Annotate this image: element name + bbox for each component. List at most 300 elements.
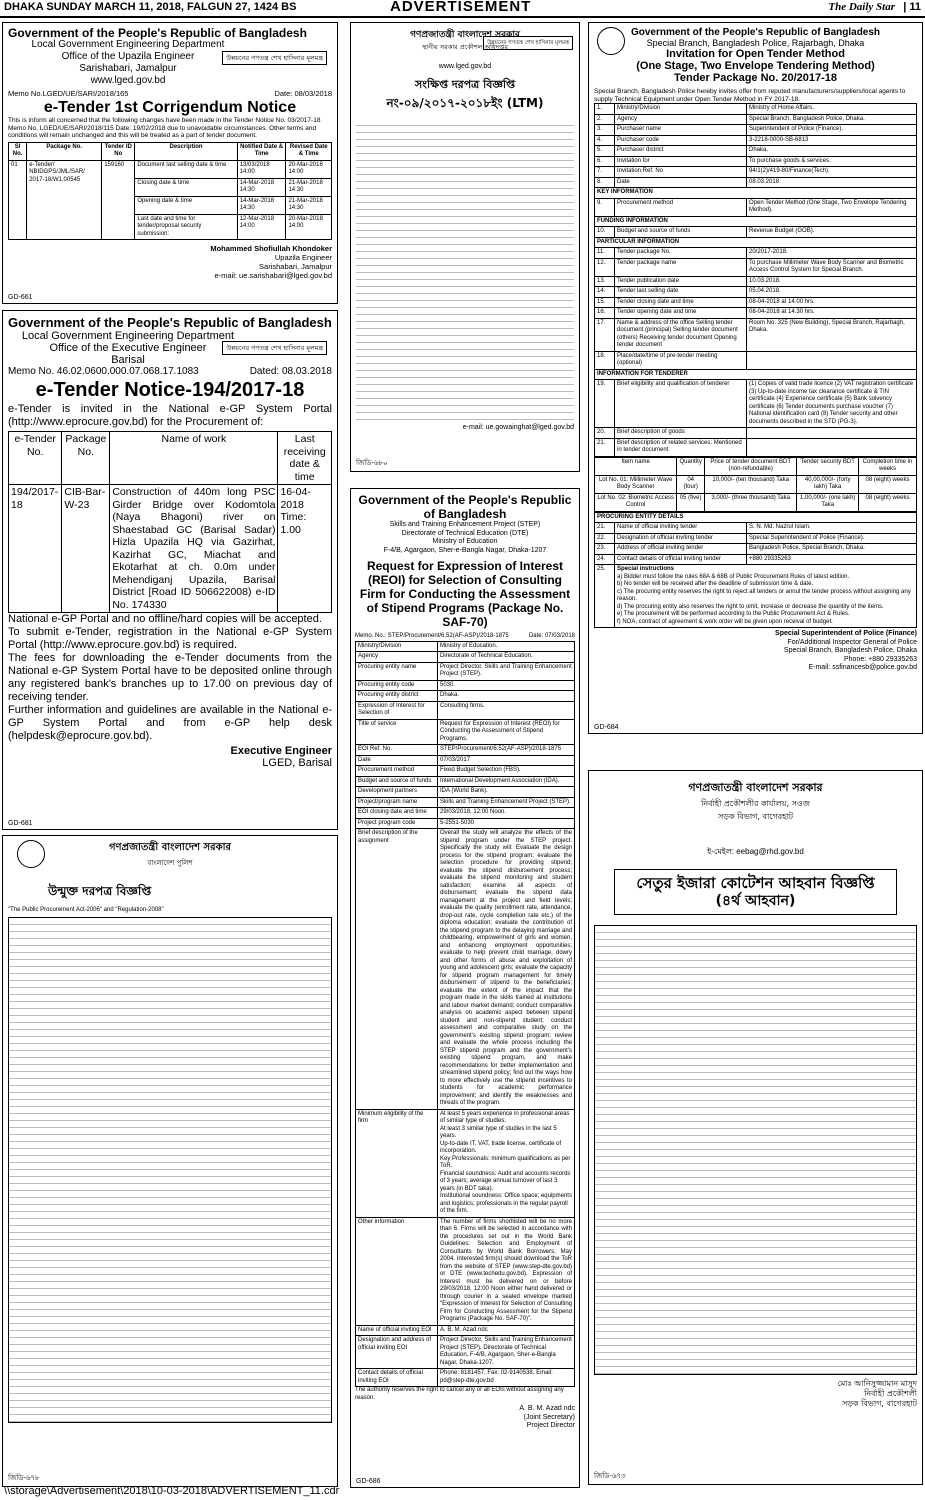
ad6-phone: Phone: +880 29335263 xyxy=(844,655,917,663)
table-row xyxy=(595,198,917,216)
ad5-rows-cell: EOI Ref. No. xyxy=(356,745,438,756)
ad6-rows-cell: Tender closing date and time xyxy=(615,297,747,308)
table-row xyxy=(356,662,575,680)
ad7-subheading: (৪র্থ আহবান) xyxy=(715,893,796,909)
ad6-entity_rows-cell: 21. xyxy=(595,523,615,534)
table-row xyxy=(595,380,917,428)
ad6-lot-cell: 1,00,000/- (one lakh) Taka xyxy=(797,493,859,511)
ad6-rows-cell: (1) Copies of valid trade licence (2) VAT registration certificate (3) Up-to-date income tax clearance certificate & TIN certificate (4) Experience certificate (5) Bank solvency certificate (6) Tender documents purchase voucher (7) National identification card (8) Tender security and other documents described in the STD (PG-3). xyxy=(747,380,917,428)
ad5-address: F-4/B, Agargaon, Sher-e-Bangla Nagar, Dhaka-1207 xyxy=(383,546,547,554)
ad2-signer: Executive Engineer xyxy=(230,745,332,757)
table-row xyxy=(356,652,575,663)
ad6-rows-section-heading: KEY INFORMATION xyxy=(595,188,917,199)
ad5-elig-label: Minimum eligibility of the firm xyxy=(356,1109,438,1217)
ad5-rows-cell: Title of service xyxy=(356,719,438,745)
ad1-place: Sarishabari, Jamalpur xyxy=(79,63,177,74)
ad5-assign-label: Brief description of the assignment xyxy=(356,829,438,1110)
ad6-rows-cell xyxy=(747,438,917,456)
ad1-website: www.lged.gov.bd xyxy=(90,75,166,86)
ad3-gov: গণপ্রজাতন্ত্রী বাংলাদেশ সরকার xyxy=(109,842,231,853)
masthead-section: ADVERTISEMENT xyxy=(390,0,532,15)
ad6-heading-2: (One Stage, Two Envelope Tendering Method) xyxy=(636,60,875,72)
ad6-lot-table xyxy=(594,457,917,512)
ad6-rows-cell: 20. xyxy=(595,428,615,439)
ad6-rows-cell: Brief description of related services: Mentioned in tender document xyxy=(615,438,747,456)
ad6-rows-cell: 15. xyxy=(595,297,615,308)
table-row xyxy=(9,485,332,613)
ad2-th-date: Last receiving date & time xyxy=(278,432,332,485)
table-row xyxy=(356,641,575,652)
ad1-th-revised: Revised Date & Time xyxy=(286,142,332,160)
ad6-lot-cell: 08 (eight) weeks xyxy=(859,475,917,493)
ad1-cell-desc: Last date and time for tender/proposal security submission: xyxy=(135,214,237,240)
table-row xyxy=(595,318,917,351)
ad6-lot-th: Item name xyxy=(595,457,677,475)
table-row: 25. Special instructions a) Bidder must follow the rules 68A & 68B of Public Procurement Rules of latest edition. b) No tender will be received after the deadline of submission time & date. c) The procuring entity reserves the right to reject all tenders or annul the tender process without assigning any reason. d) The procuring entity also reserves the right to omit, increase or decrease the quantity of the items. e) The procurement will be performed according to the Public Procurement Act & Rules. f) NOA, contract of agreement & work order will be given upon receival of budget. xyxy=(595,565,917,628)
ad6-rows-cell: 7. xyxy=(595,167,615,178)
ad6-rows-cell: Invitation for xyxy=(615,156,747,167)
ad4-dept: স্থানীয় সরকার প্রকৌশল অধিদপ্তর xyxy=(422,43,508,51)
ad6-rows-cell: 11. xyxy=(595,248,615,259)
ad6-rows-cell: Room No. 325 (New Building), Special Branch, Rajarbagh, Dhaka. xyxy=(747,318,917,351)
ad6-rows-cell: Ministry of Home Affairs. xyxy=(747,104,917,115)
ad6-rows-cell: Tender opening date and time xyxy=(615,308,747,319)
ad6-entity-heading: PROCURING ENTITY DETAILS xyxy=(595,512,917,523)
ad6-entity_rows-cell: 23. xyxy=(595,544,615,555)
ad-bridge-lease-bangla xyxy=(588,770,923,1485)
ad6-rows-cell: 08.03.2018 xyxy=(747,177,917,188)
table-row xyxy=(595,276,917,287)
ad6-rows-cell: Ministry/Division xyxy=(615,104,747,115)
ad2-slogan-badge: উন্নয়নের গণতন্ত্র শেখ হাসিনার মূলমন্ত্র xyxy=(222,341,327,355)
table-row xyxy=(356,1336,575,1369)
ad5-rows-cell: Agency xyxy=(356,652,438,663)
ad6-rows-cell: 3-2218-0000-SB-6813 xyxy=(747,135,917,146)
ad6-rows-cell: 18. xyxy=(595,351,615,369)
ad6-signer-2: For/Additional Inspector General of Police xyxy=(787,638,917,646)
ad6-rows-cell: Agency xyxy=(615,114,747,125)
table-row xyxy=(595,248,917,259)
ad3-table xyxy=(8,917,332,1423)
ad6-intro: Special Branch, Bangladesh Police hereby invites offer from reputed manufacturers/suppliers/local agents to supply Technical Equipment under Open Tender Method in FY 2017-18. xyxy=(594,88,906,103)
ad5-other-label: Other information xyxy=(356,1217,438,1325)
ad6-rows-cell: Tender package name xyxy=(615,258,747,276)
ad2-place: Barisal xyxy=(111,354,145,366)
ad6-rows-cell: 16. xyxy=(595,308,615,319)
ad6-rows-cell: 8. xyxy=(595,177,615,188)
ad5-rows-cell: STEP/Procurement/6.52(AF-ASP)/2018-1875 xyxy=(438,745,575,756)
ad6-rows-cell: 10. xyxy=(595,227,615,238)
ad6-rows-cell: 08-04-2018 at 14.00 hrs. xyxy=(747,297,917,308)
ad6-rows-section-heading: INFORMATION FOR TENDERER xyxy=(595,369,917,380)
ad1-dept: Local Government Engineering Department xyxy=(31,39,225,50)
table-row xyxy=(595,369,917,380)
ad1-cell-desc: Document last selling date & time xyxy=(135,160,237,178)
table-row xyxy=(595,493,917,511)
ad1-th-tender-id: Tender ID No xyxy=(102,142,135,160)
ad5-rows-cell: Ministry of Education. xyxy=(438,641,575,652)
ad7-email: ই-মেইল: eebag@rhd.gov.bd xyxy=(707,847,804,856)
ad4-website: www.lged.gov.bd xyxy=(438,63,492,70)
ad6-rows-cell: To purchase goods & services. xyxy=(747,156,917,167)
ad6-rows-cell: 5. xyxy=(595,146,615,157)
ad5-rows-cell: Consulting firms. xyxy=(438,701,575,719)
ad5-signer: A. B. M. Azad ndc xyxy=(519,1405,575,1412)
ad5-rows-cell: 07/03/2017 xyxy=(438,755,575,766)
police-emblem-icon xyxy=(597,27,625,55)
ad6-lot-cell: 08 (eight) weeks xyxy=(859,493,917,511)
table-row xyxy=(356,701,575,719)
list-item: f) NOA, contract of agreement & work order will be given upon receival of budget. xyxy=(617,618,833,625)
ad5-table xyxy=(355,641,575,1388)
ad5-rows-cell: 5-2551-5030 xyxy=(438,818,575,829)
masthead-date: DHAKA SUNDAY MARCH 11, 2018, FALGUN 27, 1424 BS xyxy=(4,1,297,13)
ad-etender-barisal xyxy=(2,310,338,830)
ad1-signer: Mohammed Shofiullah Khondoker xyxy=(210,244,332,253)
ad1-table xyxy=(8,142,332,241)
table-row xyxy=(9,160,332,178)
ad6-rows-cell: Tender last selling date xyxy=(615,287,747,298)
ad5-rows-cell: Ministry/Division xyxy=(356,641,438,652)
ad1-cell-revised: 20-Mar-2018 14:00 xyxy=(286,160,332,178)
ad5-rows-cell: Date xyxy=(356,755,438,766)
ad2-para-4: Further information and guidelines are available in the National e-GP System Portal and from e-GP help desk (helpdesk@eprocure.gov.bd). xyxy=(8,704,332,742)
ad2-intro: e-Tender is invited in the National e-GP System Portal (http://www.eprocure.gov.bd) for the Procurement of: xyxy=(8,403,332,428)
ad-special-branch-tender xyxy=(588,22,923,734)
ad7-signer-2: নির্বাহী প্রকৌশলী xyxy=(864,1389,917,1398)
ad5-rows-cell: Budget and source of funds xyxy=(356,776,438,787)
ad6-signer: Special Superintendent of Police (Finance) xyxy=(775,630,917,637)
ad2-title: Government of the People's Republic of Bangladesh xyxy=(8,315,332,330)
ad1-memo: Memo No.LGED/UE/SARI/2018/165 xyxy=(8,89,129,98)
ad6-rows-cell: 94/1(2)/419-80/Finance(Tech). xyxy=(747,167,917,178)
ad6-rows-cell: 19. xyxy=(595,380,615,428)
ad6-rows-cell: Brief eligibility and qualification of tenderer xyxy=(615,380,747,428)
table-row xyxy=(595,237,917,248)
ad5-contact: Phone: 8181457, Fax: 02-9140538, Email: pd@step-dte.gov.bd xyxy=(438,1369,575,1387)
ad7-gov: গণপ্রজাতন্ত্রী বাংলাদেশ সরকার xyxy=(688,781,823,794)
ad2-signer-place: LGED, Barisal xyxy=(262,757,332,769)
ad1-cell-notified: 13/03/2018 14:00 xyxy=(237,160,286,178)
ad5-signer-role: Project Director xyxy=(526,1422,575,1429)
ad1-cell-notified: 14-Mar-2018 14:30 xyxy=(237,178,286,196)
ad4-code: জিডি-৬৮০ xyxy=(356,459,388,467)
ad1-date: Date: 08/03/2018 xyxy=(274,89,332,98)
ad1-th-sl: Sl No. xyxy=(9,142,27,160)
list-item: At least 3 similar type of studies in the last 5 years. xyxy=(440,1125,557,1139)
ad6-lot-cell: 05 (five) xyxy=(677,493,705,511)
ad6-code: GD-684 xyxy=(594,724,619,731)
ad6-org: Special Branch, Bangladesh Police, Rajarbagh, Dhaka xyxy=(646,38,865,48)
ad1-cell-tender-id: 159160 xyxy=(102,160,135,240)
ad6-lot-th: Quantity xyxy=(677,457,705,475)
ad2-th-work: Name of work xyxy=(110,432,278,485)
table-row xyxy=(595,287,917,298)
ad1-th-package: Package No. xyxy=(27,142,102,160)
ad6-rows-cell: To purchase Millimeter Wave Body Scanner and Biometric Access Control System for Special Branch. xyxy=(747,258,917,276)
ad5-rows-cell: 29/03/2018, 12:00 Noon. xyxy=(438,808,575,819)
ad6-entity_rows-cell: Contact details of official inviting tender xyxy=(615,554,747,565)
ad6-heading-3: Tender Package No. 20/2017-18 xyxy=(673,72,838,84)
ad5-rights: The authority reserves the right to cancel any or all EOIs without assigning any reason. xyxy=(355,1387,564,1401)
ad7-heading: সেতুর ইজারা কোটেশন আহবান বিজ্ঞপ্তি xyxy=(636,874,875,892)
ad5-designation: Project Director, Skills and Training Enhancement Project (STEP), Directorate of Technical Education, F-4/B, Agargaon, Sher-e-Bangla Nagar, Dhaka-1207. xyxy=(438,1336,575,1369)
table-row xyxy=(356,745,575,756)
ad5-rows-cell: Procuring entity district xyxy=(356,691,438,702)
ad1-th-notified: Notified Date & Time xyxy=(237,142,286,160)
ad6-rows-cell: Brief description of goods xyxy=(615,428,747,439)
table-row xyxy=(595,308,917,319)
table-row xyxy=(356,818,575,829)
ad6-rows-cell: Tender package No. xyxy=(615,248,747,259)
ad1-th-description: Description xyxy=(135,142,237,160)
ad6-rows-cell: 4. xyxy=(595,135,615,146)
ad6-entity-table xyxy=(594,512,917,629)
ad6-rows-cell: 08-04-2018 at 14.30 hrs. xyxy=(747,308,917,319)
ad6-rows-cell: 10.03.2018. xyxy=(747,276,917,287)
ad6-rows-cell xyxy=(747,428,917,439)
ad1-cell-notified: 14-Mar-2018 14:30 xyxy=(237,196,286,214)
table-row xyxy=(595,135,917,146)
ad5-rows-cell: Directorate of Technical Education. xyxy=(438,652,575,663)
ad6-rows-cell: Dhaka. xyxy=(747,146,917,157)
list-item: Up-to-date IT, VAT, trade license, certificate of incorporation. xyxy=(440,1140,562,1154)
ad5-rows-cell: IDA (World Bank). xyxy=(438,787,575,798)
table-row xyxy=(595,258,917,276)
list-item: a) Bidder must follow the rules 68A & 68B of Public Procurement Rules of latest edition. xyxy=(617,573,850,580)
ad1-cell-revised: 20-Mar-2018 14:00 xyxy=(286,214,332,240)
ad5-signer-title: (Joint Secretary) xyxy=(523,1413,575,1421)
list-item: b) No tender will be received after the deadline of submission time & date. xyxy=(617,581,814,587)
table-row xyxy=(595,146,917,157)
ad5-rows-cell: EOI closing date and time xyxy=(356,808,438,819)
ad2-dept: Local Government Engineering Department xyxy=(21,330,235,342)
ad5-assign-text: Overall the study will analyze the effects of the stipend program under the STEP project. Specifically the study will: Evaluate the design process for the stipend program; evaluate the selection procedure for providing stipend; evaluate the stipend disbursement process; evaluate the stipend monitoring and student satisfaction; examine all aspects of disbursement; evaluate the stipend data management at the project and field levels; evaluate the quality (enrollment rate, attendance, drop-out rate, cycle completion rate etc.) of the diploma education; evaluate the contribution of the stipend program to the delaying marriage and childbearing, empowerment of girls and women, and enhancing employment opportunities; evaluate to help prevent child marriage, dowry and other forms of abuse and exploitation of young and adolescent girls; evaluate the capacity for stipend program management for timely disbursement of stipend to the beneficiaries; evaluate the extent of the impact that the program made in the skills trained at institutions and labour market demand; conduct comparative analysis on academic aspect between stipend student and non-stipend student; conduct assessment and comparative study on the government's existing stipend program; review and evaluate the whole process including the STEP stipend program and the government's existing stipend program, and make recommendations for better implementation and streamlined stipend policy; find out the ways how to more effectively use the stipend incentives to students for academic performance improvement; and identify the weaknesses and threats of the program. xyxy=(438,829,575,1110)
ad5-project: Skills and Training Enhancement Project (STEP) xyxy=(389,521,541,528)
ad6-signer-3: Special Branch, Bangladesh Police, Dhaka xyxy=(783,647,917,654)
ad6-lot-cell: 40,00,000/- (forty lakh) Taka xyxy=(797,475,859,493)
ad2-memo: Memo No. 46.02.0600.000.07.068.17.1083 xyxy=(8,366,199,377)
ad1-code: GD-661 xyxy=(8,294,33,301)
ad2-cell-tender: 194/2017-18 xyxy=(9,485,62,613)
ad2-cell-date: 16-04-2018 Time: 1.00 xyxy=(278,485,332,613)
ad5-rows-cell: Request for Expression of Interest (REOI) for Conducting the Assessment of Stipend Programs. xyxy=(438,719,575,745)
ad5-rows-cell: Procuring entity code xyxy=(356,680,438,691)
ad6-entity_rows-cell: S. N. Md. Nazrul Islam. xyxy=(747,523,917,534)
ad2-th-package: Package No. xyxy=(62,432,110,485)
ad3-intro: "The Public Procurement Act-2006" and "Regulation-2008" xyxy=(8,907,164,913)
ad5-official: A. B. M. Azad ndc xyxy=(438,1325,575,1336)
table-row xyxy=(595,167,917,178)
ad4-slogan-badge: উন্নয়নের গণতন্ত্র শেখ হাসিনার মূলমন্ত্র xyxy=(483,36,573,50)
ad5-rows-cell: Project/program name xyxy=(356,797,438,808)
table-row xyxy=(595,544,917,555)
ad5-code: GD-686 xyxy=(356,1478,381,1485)
ad1-email: e-mail: ue.sarishabari@lged.gov.bd xyxy=(214,271,332,280)
ad5-heading: Request for Expression of Interest (REOI) for Selection of Consulting Firm for Conducting the Assessment of Stipend Programs (Package No. SAF-70) xyxy=(359,559,571,629)
ad5-rows-cell: Development partners xyxy=(356,787,438,798)
list-item: Key Professionals: minimum qualifications as per ToR. xyxy=(440,1155,571,1169)
ad6-rows-cell: 9. xyxy=(595,198,615,216)
ad5-rows-cell: Dhaka. xyxy=(438,691,575,702)
table-row xyxy=(356,1109,575,1217)
footer-file-path: \\storage\Advertisement\2018\10-03-2018\ADVERTISEMENT_11.cdr xyxy=(4,1485,340,1497)
ad6-rows-cell: 14. xyxy=(595,287,615,298)
ad-lged-bangla xyxy=(350,22,580,472)
ad2-heading: e-Tender Notice-194/2017-18 xyxy=(35,379,305,401)
ad4-heading: সংক্ষিপ্ত দরপত্র বিজ্ঞপ্তি xyxy=(414,78,516,91)
ad4-email: e-mail: ue.gowainghat@lged.gov.bd xyxy=(462,424,574,431)
ad5-other-text: The number of firms shortlisted will be no more than 6. Firms will be selected in accordance with the procedures set out in the World Bank Guidelines: Selection and Employment of Consultants by World Bank Borrowers, May 2004. Interested firm(s) should download the ToR from the website of STEP (www.step-dte.gov.bd) or DTE (www.techedu.gov.bd). Expression of Interest must be delivered on or before 29/03/2018, 12:00 Noon either hand delivered or through courier in a sealed envelope marked "Expression of Interest for Selection of Consulting Firm for Conducting Assessment for the Stipend Programs (Package No. SAF-70)". xyxy=(438,1217,575,1325)
ad2-th-tender: e-Tender No. xyxy=(9,432,62,485)
ad5-rows-cell: Project Director, Skills and Training Enhancement Project (STEP). xyxy=(438,662,575,680)
table-row xyxy=(595,428,917,439)
ad1-cell-package: e-Tender/ NBIDGPS/JML/SAR/ 2017-18/W1.00545 xyxy=(27,160,102,240)
table-row xyxy=(356,808,575,819)
ad6-entity_rows-cell: Special Superintendent of Police (Finance). xyxy=(747,533,917,544)
table-row xyxy=(595,351,917,369)
ad5-ministry: Ministry of Education xyxy=(432,538,498,545)
table-row xyxy=(356,797,575,808)
table-row xyxy=(356,776,575,787)
ad6-rows-cell: 21. xyxy=(595,438,615,456)
ad1-cell-revised: 21-Mar-2018 14:30 xyxy=(286,196,332,214)
table-row xyxy=(595,475,917,493)
ad6-entity_rows-cell: 22. xyxy=(595,533,615,544)
ad-open-tender-bangla xyxy=(2,835,338,1487)
ad6-rows-cell: Superintendent of Police (Finance). xyxy=(747,125,917,136)
ad7-signer: মোঃ আনিসুজ্জামান মাসুদ xyxy=(837,1379,917,1388)
ad1-cell-notified: 12-Mar-2018 14:00 xyxy=(237,214,286,240)
table-row xyxy=(356,755,575,766)
ad1-slogan-badge: উন্নয়নের গণতন্ত্র শেখ হাসিনার মূলমন্ত্র xyxy=(222,51,327,65)
ad6-rows-cell: Purchaser name xyxy=(615,125,747,136)
list-item: At least 5 years experience in professional areas of similar type of studies. xyxy=(440,1110,570,1124)
table-row xyxy=(595,156,917,167)
table-row xyxy=(356,1217,575,1325)
ad1-cell-revised: 21-Mar-2018 14:30 xyxy=(286,178,332,196)
ad6-lot-th: Tender security BDT xyxy=(797,457,859,475)
ad4-gov: গণপ্রজাতন্ত্রী বাংলাদেশ সরকার xyxy=(410,30,520,40)
ad6-rows-cell: 1. xyxy=(595,104,615,115)
ad5-rows-cell: Procuring entity name xyxy=(356,662,438,680)
ad6-heading-1: Invitation for Open Tender Method xyxy=(666,48,845,60)
ad1-heading: e-Tender 1st Corrigendum Notice xyxy=(43,99,297,116)
ad1-office: Office of the Upazila Engineer xyxy=(61,51,195,62)
ad6-entity_rows-cell: +880 29335263 xyxy=(747,554,917,565)
table-row xyxy=(356,691,575,702)
table-row xyxy=(595,523,917,534)
ad6-special-label: Special instructions xyxy=(617,566,675,572)
ad2-office: Office of the Executive Engineer xyxy=(49,342,207,354)
ad6-lot-cell: 3,000/- (three thousand) Taka xyxy=(704,493,796,511)
ad2-code: GD-681 xyxy=(8,820,33,827)
list-item: d) The procuring entity also reserves the right to omit, increase or decrease the quantity of the items. xyxy=(617,603,884,610)
ad5-dte: Directorate of Technical Education (DTE) xyxy=(401,529,529,537)
ad6-rows-cell: 6. xyxy=(595,156,615,167)
ad5-memo: Memo. No.: STEP/Procurement/6.52(AF-ASP)/2018-1875 xyxy=(355,633,509,639)
ad1-body: This is inform all concerned that the following changes have been made in the Tender Notice No. 03/2017-18 Memo No. LGED/UE/SARI/2018/115 Date: 19/02/2018 due to unavoidable circumstances. Other terms and conditions will remain unchanged and this will be treated as a part of tender document. xyxy=(8,117,321,139)
ad6-rows-cell: Special Branch, Bangladesh Police, Dhaka. xyxy=(747,114,917,125)
ad6-lot-cell: Lot No. 02: Biometric Access Control xyxy=(595,493,677,511)
ad6-rows-cell: Purchaser district xyxy=(615,146,747,157)
ad5-title: Government of the People's Republic of Bangladesh xyxy=(358,493,572,521)
ad1-cell-sl: 01 xyxy=(9,160,27,240)
ad6-table xyxy=(594,103,917,457)
table-row xyxy=(356,1369,575,1387)
ad7-code: জিডি-৬৭৩ xyxy=(594,1472,626,1480)
table-row xyxy=(595,533,917,544)
ad5-rows-cell: Skills and Training Enhancement Project (STEP). xyxy=(438,797,575,808)
ad6-lot-th: Price of tender document BDT (non-refundable) xyxy=(704,457,796,475)
ad5-rows-cell: Project program code xyxy=(356,818,438,829)
table-row xyxy=(595,104,917,115)
ad6-rows-cell: Revenue Budget (GOB). xyxy=(747,227,917,238)
ad4-notice-number: নং-০৯/২০১৭-২০১৮ইং (LTM) xyxy=(386,96,544,110)
table-row xyxy=(595,125,917,136)
ad6-lot-cell: 10,000/- (ten thousand) Taka xyxy=(704,475,796,493)
ad3-code: জিডি-৬৭৮ xyxy=(8,1474,40,1482)
table-row xyxy=(595,297,917,308)
ad6-lot-th: Completion time in weeks xyxy=(859,457,917,475)
ad3-heading: উন্মুক্ত দরপত্র বিজ্ঞপ্তি xyxy=(48,884,152,898)
list-item: c) The procuring entity reserves the right to reject all tenders or annul the tender process without assigning any reason. xyxy=(617,588,911,602)
ad6-rows-cell: Date xyxy=(615,177,747,188)
ad6-rows-cell: Open Tender Method (One Stage, Two Envelope Tendering Method). xyxy=(747,198,917,216)
table-row xyxy=(595,114,917,125)
ad6-rows-cell: Procurement method xyxy=(615,198,747,216)
ad6-rows-cell: Budget and source of funds xyxy=(615,227,747,238)
ad2-table xyxy=(8,431,332,613)
ad6-rows-cell: Place/date/time of pre-tender meeting (optional) xyxy=(615,351,747,369)
ad6-rows-cell: 13. xyxy=(595,276,615,287)
table-row xyxy=(356,787,575,798)
police-emblem-icon xyxy=(17,840,45,868)
masthead xyxy=(0,0,925,18)
ad6-rows-cell: 3. xyxy=(595,125,615,136)
ad2-cell-package: CIB-Bar-W-23 xyxy=(62,485,110,613)
ad2-para-1: National e-GP Portal and no offline/hard copies will be accepted. xyxy=(8,613,322,625)
ad6-rows-cell: 20/2017-2018. xyxy=(747,248,917,259)
ad5-date: Date: 07/03/2018 xyxy=(528,633,575,639)
ad2-date: Dated: 08.03.2018 xyxy=(249,366,332,377)
ad6-entity_rows-cell: 24. xyxy=(595,554,615,565)
ad6-lot-cell: 04 (four) xyxy=(677,475,705,493)
ad6-rows-section-heading: FUNDING INFORMATION xyxy=(595,216,917,227)
ad6-rows-cell: Purchaser code xyxy=(615,135,747,146)
ad7-place: সড়ক বিভাগ, বাগেরহাট xyxy=(718,812,793,821)
table-row xyxy=(356,829,575,1110)
list-item: Institutional soundness: Office space; equipments and logistics; professionals in the regular payroll of the firm. xyxy=(440,1193,572,1214)
ad5-rows-cell: International Development Association (IDA). xyxy=(438,776,575,787)
ad6-entity_rows-cell: Bangladesh Police, Special Branch, Dhaka. xyxy=(747,544,917,555)
table-row xyxy=(595,188,917,199)
ad6-rows-cell: Name & address of the office Selling tender document (principal) Selling tender document (others) Receiving tender document Opening tender document xyxy=(615,318,747,351)
list-item: e) The procurement will be performed according to the Public Procurement Act & Rules. xyxy=(617,611,850,617)
ad5-rows-cell: 5030. xyxy=(438,680,575,691)
ad5-rows-cell: Fixed Budget Selection (FBS). xyxy=(438,766,575,777)
ad2-para-3: The fees for downloading the e-Tender documents from the National e-GP System Portal have to be deposited online through any registered bank's branches up to 17.00 on previous day of receiving tender. xyxy=(8,652,332,703)
ad1-cell-desc: Closing date & time xyxy=(135,178,237,196)
ad6-entity_rows-cell: Address of official inviting tender xyxy=(615,544,747,555)
ad5-rows-cell: Expression of Interest for Selection of xyxy=(356,701,438,719)
table-row xyxy=(356,680,575,691)
ad6-rows-section-heading: PARTICULAR INFORMATION xyxy=(595,237,917,248)
ad1-signer-title: Upazila Engineer xyxy=(274,253,332,262)
table-row xyxy=(595,227,917,238)
ad6-entity_rows-cell: Name of official inviting tender xyxy=(615,523,747,534)
ad6-rows-cell: Tender publication date xyxy=(615,276,747,287)
